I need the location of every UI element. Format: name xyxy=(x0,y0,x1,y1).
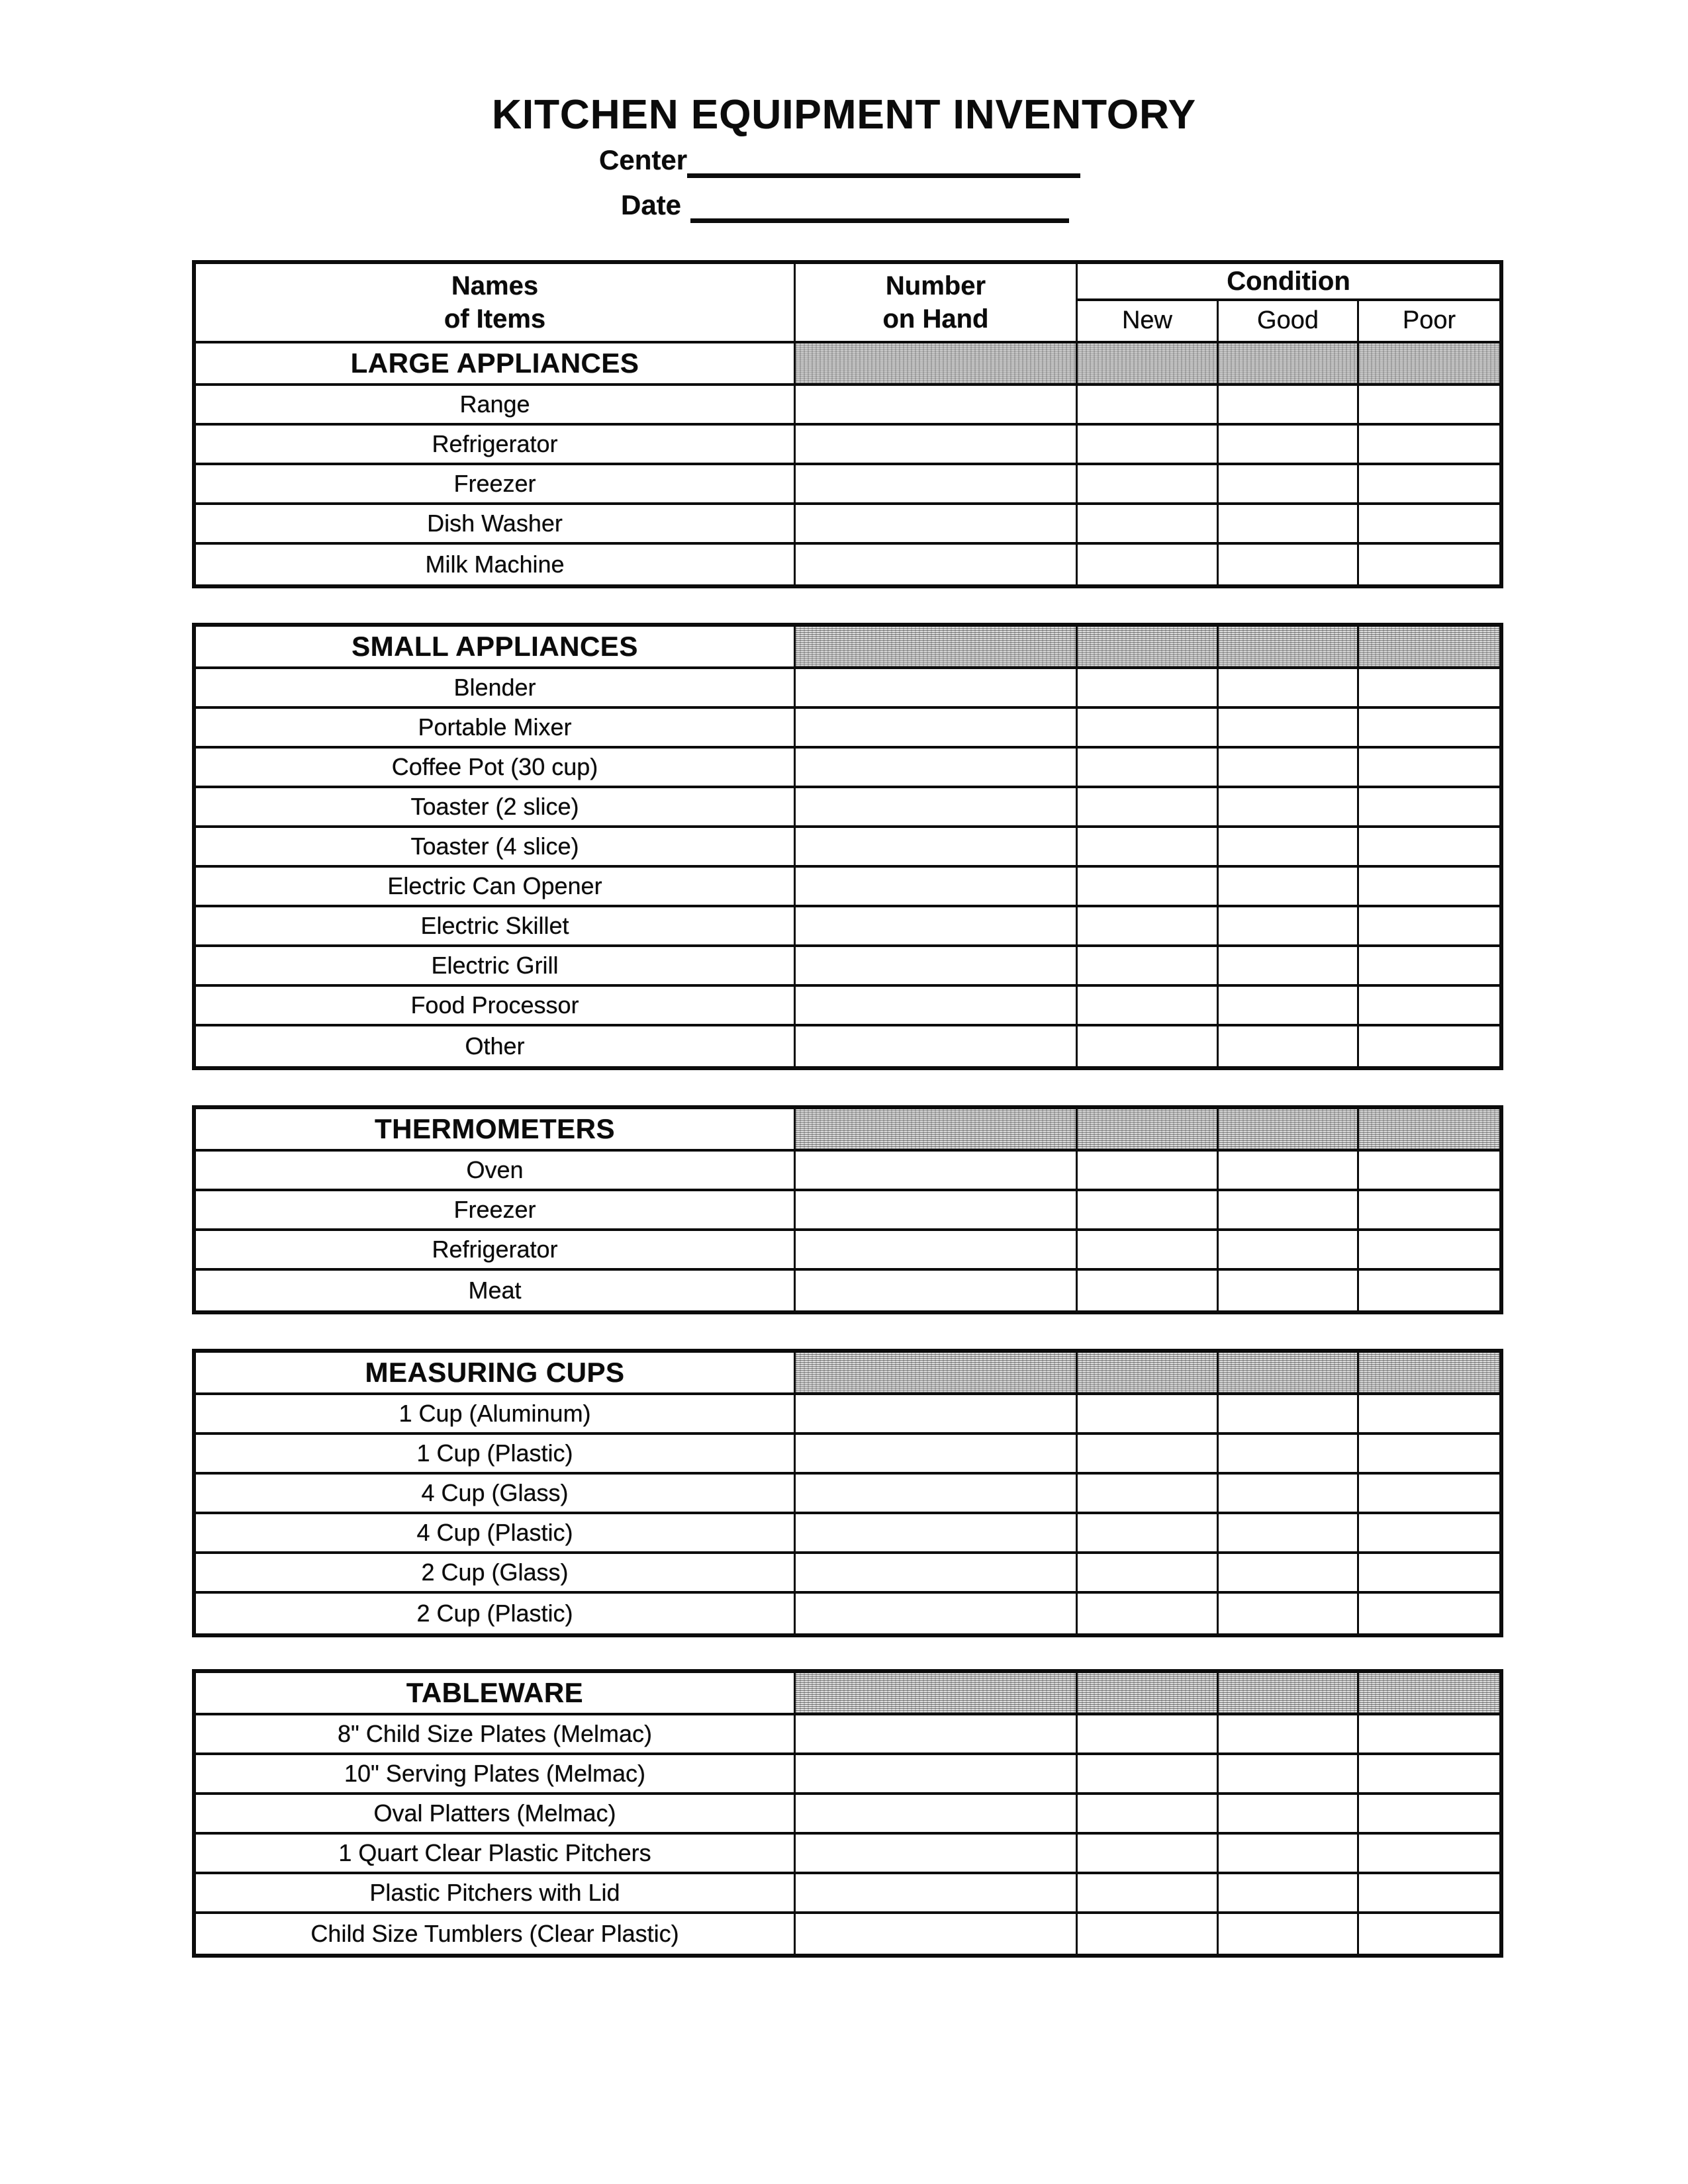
condition-new-cell xyxy=(1076,426,1217,463)
inventory-table-large-appliances xyxy=(192,260,1503,588)
col-header-condition: Condition xyxy=(1076,264,1499,301)
number-on-hand-cell xyxy=(794,669,1076,706)
item-name-cell: Oval Platters (Melmac) xyxy=(373,1799,616,1827)
condition-good-cell xyxy=(1217,386,1357,423)
shaded-new-cell xyxy=(1076,1109,1217,1149)
condition-new-cell xyxy=(1076,1271,1217,1310)
item-row xyxy=(196,828,1499,868)
item-name-cell: 1 Cup (Plastic) xyxy=(416,1439,573,1467)
number-on-hand-cell xyxy=(794,1514,1076,1551)
item-name-cell: Blender xyxy=(453,674,536,701)
condition-good-cell xyxy=(1217,1755,1357,1792)
number-on-hand-cell xyxy=(794,386,1076,423)
number-on-hand-cell xyxy=(794,1594,1076,1633)
item-row xyxy=(196,1755,1499,1795)
item-row xyxy=(196,1715,1499,1755)
condition-new-cell xyxy=(1076,1835,1217,1872)
col-header-poor: Poor xyxy=(1357,301,1499,341)
shaded-new-cell xyxy=(1076,627,1217,666)
shaded-poor-cell xyxy=(1357,1673,1499,1713)
item-row xyxy=(196,1026,1499,1066)
condition-poor-cell xyxy=(1357,868,1499,905)
condition-poor-cell xyxy=(1357,1914,1499,1954)
condition-poor-cell xyxy=(1357,1594,1499,1633)
condition-new-cell xyxy=(1076,868,1217,905)
number-on-hand-cell xyxy=(794,1795,1076,1832)
condition-poor-cell xyxy=(1357,1191,1499,1228)
condition-good-cell xyxy=(1217,749,1357,786)
condition-poor-cell xyxy=(1357,907,1499,944)
condition-good-cell xyxy=(1217,987,1357,1024)
shaded-number-cell xyxy=(794,1109,1076,1149)
column-header-row xyxy=(196,264,1499,343)
section-title: LARGE APPLIANCES xyxy=(350,347,639,379)
condition-good-cell xyxy=(1217,1795,1357,1832)
date-field xyxy=(621,189,1069,223)
col-header-number-on-hand: Number on Hand xyxy=(794,264,1076,341)
condition-new-cell xyxy=(1076,1395,1217,1432)
condition-new-cell xyxy=(1076,1475,1217,1512)
condition-good-cell xyxy=(1217,465,1357,502)
item-row xyxy=(196,1395,1499,1435)
item-row xyxy=(196,1152,1499,1191)
number-on-hand-cell xyxy=(794,907,1076,944)
item-row xyxy=(196,1271,1499,1310)
condition-poor-cell xyxy=(1357,1475,1499,1512)
number-on-hand-cell xyxy=(794,987,1076,1024)
item-row xyxy=(196,1554,1499,1594)
condition-good-cell xyxy=(1217,1514,1357,1551)
condition-new-cell xyxy=(1076,545,1217,584)
number-on-hand-cell xyxy=(794,1835,1076,1872)
item-name-cell: 1 Cup (Aluminum) xyxy=(399,1400,591,1427)
condition-new-cell xyxy=(1076,709,1217,746)
condition-good-cell xyxy=(1217,1435,1357,1472)
condition-good-cell xyxy=(1217,1874,1357,1911)
section-header-row xyxy=(196,627,1499,669)
item-row xyxy=(196,669,1499,709)
section-header-row xyxy=(196,1673,1499,1715)
condition-poor-cell xyxy=(1357,1755,1499,1792)
condition-new-cell xyxy=(1076,1874,1217,1911)
condition-good-cell xyxy=(1217,828,1357,865)
condition-poor-cell xyxy=(1357,669,1499,706)
condition-good-cell xyxy=(1217,545,1357,584)
shaded-poor-cell xyxy=(1357,627,1499,666)
item-name-cell: Plastic Pitchers with Lid xyxy=(369,1879,620,1906)
shaded-good-cell xyxy=(1217,1109,1357,1149)
condition-poor-cell xyxy=(1357,987,1499,1024)
page-title: KITCHEN EQUIPMENT INVENTORY xyxy=(492,92,1196,138)
condition-poor-cell xyxy=(1357,947,1499,984)
condition-new-cell xyxy=(1076,1026,1217,1066)
number-on-hand-cell xyxy=(794,1191,1076,1228)
inventory-table-measuring-cups xyxy=(192,1349,1503,1637)
condition-good-cell xyxy=(1217,1835,1357,1872)
condition-good-cell xyxy=(1217,788,1357,825)
condition-new-cell xyxy=(1076,669,1217,706)
section-title: MEASURING CUPS xyxy=(365,1357,625,1388)
condition-new-cell xyxy=(1076,1231,1217,1268)
item-row xyxy=(196,1835,1499,1874)
condition-good-cell xyxy=(1217,505,1357,542)
number-on-hand-cell xyxy=(794,1271,1076,1310)
condition-good-cell xyxy=(1217,1914,1357,1954)
number-on-hand-cell xyxy=(794,1715,1076,1752)
condition-new-cell xyxy=(1076,505,1217,542)
number-on-hand-cell xyxy=(794,545,1076,584)
condition-new-cell xyxy=(1076,386,1217,423)
number-on-hand-cell xyxy=(794,505,1076,542)
condition-new-cell xyxy=(1076,1755,1217,1792)
condition-poor-cell xyxy=(1357,1435,1499,1472)
condition-poor-cell xyxy=(1357,1874,1499,1911)
condition-good-cell xyxy=(1217,1475,1357,1512)
item-name-cell: 10" Serving Plates (Melmac) xyxy=(344,1760,645,1787)
condition-new-cell xyxy=(1076,947,1217,984)
item-row xyxy=(196,788,1499,828)
condition-new-cell xyxy=(1076,1795,1217,1832)
item-row xyxy=(196,749,1499,788)
item-name-cell: 2 Cup (Glass) xyxy=(421,1559,569,1586)
item-name-cell: Milk Machine xyxy=(425,551,565,578)
col-header-good: Good xyxy=(1217,301,1357,341)
item-row xyxy=(196,709,1499,749)
item-name-cell: 8" Child Size Plates (Melmac) xyxy=(338,1720,652,1747)
item-row xyxy=(196,987,1499,1026)
number-on-hand-cell xyxy=(794,709,1076,746)
number-on-hand-cell xyxy=(794,465,1076,502)
date-blank-line xyxy=(690,189,1069,223)
condition-poor-cell xyxy=(1357,828,1499,865)
item-name-cell: Electric Grill xyxy=(431,952,559,979)
shaded-number-cell xyxy=(794,1673,1076,1713)
item-name-cell: Portable Mixer xyxy=(418,713,572,741)
shaded-new-cell xyxy=(1076,343,1217,383)
condition-new-cell xyxy=(1076,828,1217,865)
shaded-poor-cell xyxy=(1357,1109,1499,1149)
item-name-cell: 2 Cup (Plastic) xyxy=(416,1600,573,1627)
item-row xyxy=(196,386,1499,426)
number-on-hand-cell xyxy=(794,749,1076,786)
condition-poor-cell xyxy=(1357,1395,1499,1432)
condition-new-cell xyxy=(1076,749,1217,786)
condition-new-cell xyxy=(1076,1191,1217,1228)
item-row xyxy=(196,907,1499,947)
condition-poor-cell xyxy=(1357,386,1499,423)
shaded-good-cell xyxy=(1217,627,1357,666)
item-row xyxy=(196,545,1499,584)
inventory-table-small-appliances xyxy=(192,623,1503,1070)
number-on-hand-cell xyxy=(794,1026,1076,1066)
item-row xyxy=(196,1514,1499,1554)
condition-new-cell xyxy=(1076,1435,1217,1472)
item-name-cell: Oven xyxy=(466,1156,524,1183)
condition-poor-cell xyxy=(1357,505,1499,542)
item-name-cell: Toaster (4 slice) xyxy=(410,833,579,860)
number-on-hand-cell xyxy=(794,1755,1076,1792)
condition-poor-cell xyxy=(1357,709,1499,746)
item-name-cell: Range xyxy=(459,390,530,418)
number-on-hand-cell xyxy=(794,868,1076,905)
condition-poor-cell xyxy=(1357,426,1499,463)
shaded-new-cell xyxy=(1076,1353,1217,1392)
number-on-hand-cell xyxy=(794,1435,1076,1472)
section-header-row xyxy=(196,1353,1499,1395)
condition-poor-cell xyxy=(1357,788,1499,825)
condition-poor-cell xyxy=(1357,1514,1499,1551)
shaded-new-cell xyxy=(1076,1673,1217,1713)
item-row xyxy=(196,1795,1499,1835)
item-row xyxy=(196,1435,1499,1475)
item-name-cell: Electric Can Opener xyxy=(387,872,602,899)
condition-good-cell xyxy=(1217,1231,1357,1268)
item-row xyxy=(196,1191,1499,1231)
section-title: THERMOMETERS xyxy=(375,1113,615,1144)
number-on-hand-cell xyxy=(794,828,1076,865)
condition-good-cell xyxy=(1217,1395,1357,1432)
number-on-hand-cell xyxy=(794,788,1076,825)
section-header-row xyxy=(196,1109,1499,1152)
condition-good-cell xyxy=(1217,1026,1357,1066)
condition-new-cell xyxy=(1076,907,1217,944)
number-on-hand-cell xyxy=(794,1152,1076,1189)
item-name-cell: Freezer xyxy=(453,1196,536,1223)
condition-new-cell xyxy=(1076,1715,1217,1752)
condition-new-cell xyxy=(1076,1554,1217,1591)
item-name-cell: Coffee Pot (30 cup) xyxy=(391,753,598,780)
condition-poor-cell xyxy=(1357,465,1499,502)
condition-poor-cell xyxy=(1357,545,1499,584)
item-name-cell: Toaster (2 slice) xyxy=(410,793,579,820)
condition-good-cell xyxy=(1217,1715,1357,1752)
item-row xyxy=(196,947,1499,987)
condition-new-cell xyxy=(1076,788,1217,825)
condition-new-cell xyxy=(1076,987,1217,1024)
item-name-cell: Refrigerator xyxy=(432,1236,558,1263)
shaded-number-cell xyxy=(794,343,1076,383)
col-header-new: New xyxy=(1076,301,1217,341)
center-blank-line xyxy=(687,144,1080,178)
item-name-cell: 4 Cup (Glass) xyxy=(421,1479,569,1506)
condition-poor-cell xyxy=(1357,1152,1499,1189)
number-on-hand-cell xyxy=(794,426,1076,463)
item-row xyxy=(196,1914,1499,1954)
shaded-poor-cell xyxy=(1357,343,1499,383)
col-header-names: Names of Items xyxy=(444,271,546,334)
condition-good-cell xyxy=(1217,1191,1357,1228)
item-name-cell: Child Size Tumblers (Clear Plastic) xyxy=(310,1920,679,1947)
shaded-good-cell xyxy=(1217,343,1357,383)
section-header-row xyxy=(196,343,1499,386)
condition-poor-cell xyxy=(1357,1715,1499,1752)
item-name-cell: Dish Washer xyxy=(427,510,563,537)
item-row xyxy=(196,465,1499,505)
item-row xyxy=(196,426,1499,465)
condition-poor-cell xyxy=(1357,1554,1499,1591)
condition-poor-cell xyxy=(1357,1231,1499,1268)
item-row xyxy=(196,1594,1499,1633)
number-on-hand-cell xyxy=(794,1874,1076,1911)
condition-good-cell xyxy=(1217,426,1357,463)
condition-poor-cell xyxy=(1357,1271,1499,1310)
item-name-cell: 1 Quart Clear Plastic Pitchers xyxy=(338,1839,651,1866)
section-title: SMALL APPLIANCES xyxy=(352,631,638,662)
condition-new-cell xyxy=(1076,1914,1217,1954)
condition-good-cell xyxy=(1217,709,1357,746)
item-row xyxy=(196,505,1499,545)
condition-good-cell xyxy=(1217,669,1357,706)
condition-new-cell xyxy=(1076,1514,1217,1551)
condition-good-cell xyxy=(1217,947,1357,984)
condition-good-cell xyxy=(1217,1554,1357,1591)
item-name-cell: Food Processor xyxy=(410,991,579,1019)
shaded-poor-cell xyxy=(1357,1353,1499,1392)
condition-new-cell xyxy=(1076,1152,1217,1189)
number-on-hand-cell xyxy=(794,1395,1076,1432)
condition-poor-cell xyxy=(1357,1026,1499,1066)
section-title: TABLEWARE xyxy=(406,1677,584,1708)
condition-good-cell xyxy=(1217,1594,1357,1633)
item-name-cell: Electric Skillet xyxy=(420,912,569,939)
shaded-good-cell xyxy=(1217,1673,1357,1713)
item-row xyxy=(196,1475,1499,1514)
condition-new-cell xyxy=(1076,465,1217,502)
date-label: Date xyxy=(621,189,682,220)
center-field xyxy=(599,144,1080,178)
center-label: Center xyxy=(599,144,688,175)
condition-good-cell xyxy=(1217,868,1357,905)
condition-new-cell xyxy=(1076,1594,1217,1633)
item-name-cell: Freezer xyxy=(453,470,536,497)
item-row xyxy=(196,1231,1499,1271)
item-name-cell: 4 Cup (Plastic) xyxy=(416,1519,573,1546)
condition-good-cell xyxy=(1217,907,1357,944)
item-row xyxy=(196,1874,1499,1914)
item-row xyxy=(196,868,1499,907)
number-on-hand-cell xyxy=(794,1475,1076,1512)
number-on-hand-cell xyxy=(794,1554,1076,1591)
condition-poor-cell xyxy=(1357,749,1499,786)
condition-good-cell xyxy=(1217,1271,1357,1310)
number-on-hand-cell xyxy=(794,1914,1076,1954)
shaded-number-cell xyxy=(794,1353,1076,1392)
condition-good-cell xyxy=(1217,1152,1357,1189)
item-name-cell: Meat xyxy=(468,1277,522,1304)
inventory-table-thermometers xyxy=(192,1105,1503,1314)
item-name-cell: Other xyxy=(465,1032,525,1060)
shaded-number-cell xyxy=(794,627,1076,666)
condition-poor-cell xyxy=(1357,1795,1499,1832)
item-name-cell: Refrigerator xyxy=(432,430,558,457)
condition-poor-cell xyxy=(1357,1835,1499,1872)
number-on-hand-cell xyxy=(794,947,1076,984)
inventory-table-tableware xyxy=(192,1669,1503,1958)
shaded-good-cell xyxy=(1217,1353,1357,1392)
number-on-hand-cell xyxy=(794,1231,1076,1268)
